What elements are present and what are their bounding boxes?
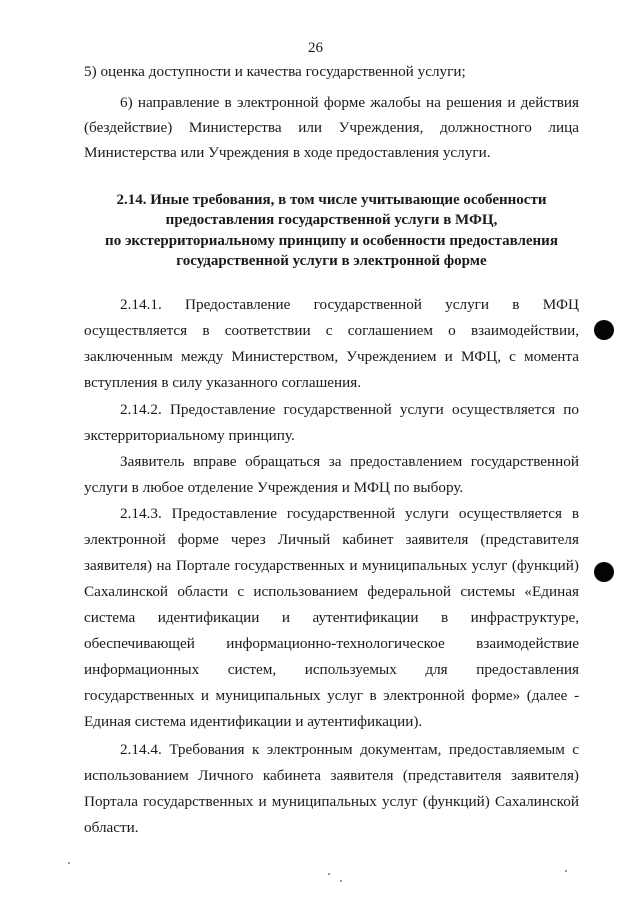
binder-hole-mark-lower [594,562,614,582]
list-item-6-line-3: Министерства или Учреждения в ходе предоставления услуги. [84,144,491,161]
scan-speck [328,873,330,875]
paragraph-2-14-1-line-1: 2.14.1. Предоставление государственной услуги в МФЦ [120,296,579,313]
paragraph-2-14-3-line-7: информационных систем, используемых для предоставления [84,661,579,678]
paragraph-2-14-3-line-4: Сахалинской области с использованием федеральной системы «Единая [84,583,579,600]
paragraph-2-14-3-line-1: 2.14.3. Предоставление государственной услуги осуществляется в [120,505,579,522]
paragraph-2-14-4-line-3: Портала государственных и муниципальных услуг (функций) Сахалинской [84,793,579,810]
paragraph-2-14-3-line-3: заявителя) на Портале государственных и муниципальных услуг (функций) [84,557,579,574]
section-heading-line-3: по экстерриториальному принципу и особенности предоставления [105,233,558,249]
page-number: 26 [308,40,323,56]
paragraph-2-14-3-line-2: электронной форме через Личный кабинет заявителя (представителя [84,531,579,548]
paragraph-2-14-3-line-5: система идентификации и аутентификации в инфраструктуре, [84,609,579,626]
paragraph-2-14-4-line-2: использованием Личного кабинета заявителя (представителя заявителя) [84,767,579,784]
paragraph-2-14-1-line-2: осуществляется в соответствии с соглашением о взаимодействии, [84,322,579,339]
list-item-5: 5) оценка доступности и качества государственной услуги; [84,63,466,80]
scan-speck [565,870,567,872]
paragraph-2-14-3-line-8: государственных и муниципальных услуг в электронной форме» (далее - [84,687,579,704]
paragraph-2-14-2-line-2: экстерриториальному принципу. [84,427,295,444]
scan-speck [68,862,70,864]
paragraph-2-14-3-line-6: обеспечивающей информационно-технологическое взаимодействие [84,635,579,652]
section-heading-line-1: 2.14. Иные требования, в том числе учитывающие особенности [116,192,547,208]
binder-hole-mark-upper [594,320,614,340]
paragraph-applicant-line-1: Заявитель вправе обращаться за предоставлением государственной [120,453,579,470]
paragraph-2-14-4-line-1: 2.14.4. Требования к электронным документам, предоставляемым с [120,741,579,758]
paragraph-2-14-1-line-3: заключенным между Министерством, Учреждением и МФЦ, с момента [84,348,579,365]
paragraph-2-14-2-line-1: 2.14.2. Предоставление государственной услуги осуществляется по [120,401,579,418]
section-heading-line-2: предоставления государственной услуги в МФЦ, [165,212,498,228]
scan-speck [340,880,342,882]
list-item-6-line-2: (бездействие) Министерства или Учреждения, должностного лица [84,119,579,136]
paragraph-2-14-1-line-4: вступления в силу указанного соглашения. [84,374,362,391]
paragraph-2-14-3-line-9: Единая система идентификации и аутентификации). [84,713,423,730]
section-heading-line-4: государственной услуги в электронной форме [176,253,487,269]
paragraph-applicant-line-2: услуги в любое отделение Учреждения и МФЦ по выбору. [84,479,464,496]
paragraph-2-14-4-line-4: области. [84,819,139,836]
list-item-6-line-1: 6) направление в электронной форме жалобы на решения и действия [120,94,579,111]
